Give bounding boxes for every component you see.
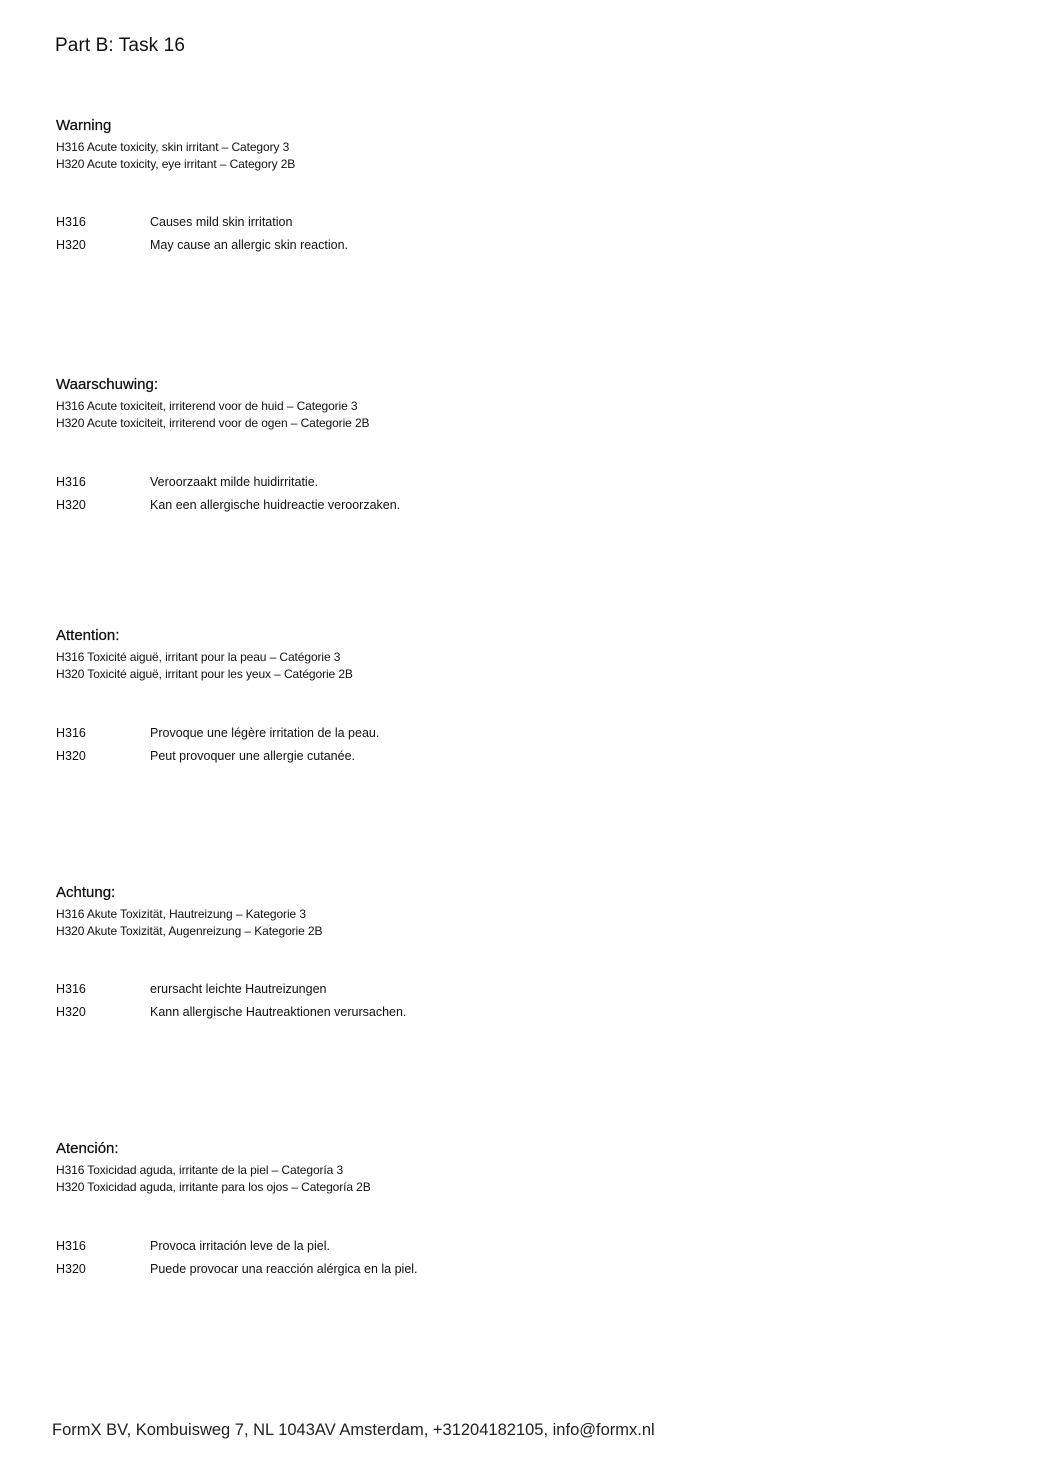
statement-row xyxy=(56,725,379,748)
company-footer: FormX BV, Kombuisweg 7, NL 1043AV Amsterdam, +31204182105, info@formx.nl xyxy=(52,1421,655,1439)
statement-text: erursacht leichte Hautreizungen xyxy=(150,982,327,996)
classification-lines xyxy=(56,139,956,173)
statement-code: H316 xyxy=(56,1239,86,1253)
hazard-section-german xyxy=(56,884,956,1019)
classification-line: H320 Acute toxiciteit, irriterend voor de ogen – Categorie 2B xyxy=(56,416,370,430)
statement-row xyxy=(56,474,400,497)
hazard-section-spanish xyxy=(56,1140,956,1276)
statement-row xyxy=(56,981,406,1004)
statement-row xyxy=(56,1004,406,1027)
statement-text: Puede provocar una reacción alérgica en la piel. xyxy=(150,1261,418,1276)
page-title: Part B: Task 16 xyxy=(55,35,185,56)
statement-code: H316 xyxy=(56,726,86,740)
statement-text: Kann allergische Hautreaktionen verursachen. xyxy=(150,1004,407,1019)
section-heading: Atención: xyxy=(56,1140,119,1157)
statement-code: H320 xyxy=(56,748,86,763)
hazard-section-english xyxy=(56,117,956,252)
statement-text: May cause an allergic skin reaction. xyxy=(150,237,349,252)
classification-line: H316 Acute toxicity, skin irritant – Category 3 xyxy=(56,140,290,154)
statement-row xyxy=(56,748,379,771)
statement-text: Causes mild skin irritation xyxy=(150,215,293,229)
statement-text: Provoque une légère irritation de la peau. xyxy=(150,726,380,740)
classification-line: H320 Toxicité aiguë, irritant pour les yeux – Catégorie 2B xyxy=(56,667,353,681)
classification-line: H316 Akute Toxizität, Hautreizung – Kategorie 3 xyxy=(56,907,306,921)
statement-row xyxy=(56,1261,418,1284)
classification-lines xyxy=(56,398,956,432)
section-heading: Waarschuwing: xyxy=(56,376,158,393)
statement-text: Provoca irritación leve de la piel. xyxy=(150,1239,330,1253)
statement-text: Veroorzaakt milde huidirritatie. xyxy=(150,475,319,489)
hazard-section-french xyxy=(56,627,956,763)
section-heading: Warning xyxy=(56,117,112,134)
statement-code: H320 xyxy=(56,497,86,512)
classification-line: H316 Toxicidad aguda, irritante de la piel – Categoría 3 xyxy=(56,1163,344,1177)
statement-code: H316 xyxy=(56,475,86,489)
statement-code: H320 xyxy=(56,237,86,252)
classification-lines xyxy=(56,649,956,683)
statement-row xyxy=(56,237,348,260)
classification-line: H320 Toxicidad aguda, irritante para los ojos – Categoría 2B xyxy=(56,1180,371,1194)
statement-row xyxy=(56,214,348,237)
statement-row xyxy=(56,1238,418,1261)
statement-text: Peut provoquer une allergie cutanée. xyxy=(150,748,356,763)
statement-row xyxy=(56,497,400,520)
classification-lines xyxy=(56,906,956,940)
section-heading: Attention: xyxy=(56,627,120,644)
classification-line: H316 Toxicité aiguë, irritant pour la peau – Catégorie 3 xyxy=(56,650,341,664)
statement-code: H316 xyxy=(56,215,86,229)
classification-line: H320 Akute Toxizität, Augenreizung – Kategorie 2B xyxy=(56,924,323,938)
hazard-section-dutch xyxy=(56,376,956,512)
statement-code: H316 xyxy=(56,982,86,996)
hazard-statements xyxy=(56,725,379,770)
classification-line: H316 Acute toxiciteit, irriterend voor de huid – Categorie 3 xyxy=(56,399,358,413)
classification-line: H320 Acute toxicity, eye irritant – Category 2B xyxy=(56,157,296,171)
hazard-statements xyxy=(56,1238,418,1283)
statement-text: Kan een allergische huidreactie veroorzaken. xyxy=(150,497,401,512)
classification-lines xyxy=(56,1162,956,1196)
statement-code: H320 xyxy=(56,1261,86,1276)
hazard-statements xyxy=(56,474,400,519)
statement-code: H320 xyxy=(56,1004,86,1019)
hazard-statements xyxy=(56,981,406,1026)
section-heading: Achtung: xyxy=(56,884,116,901)
hazard-statements xyxy=(56,214,348,259)
